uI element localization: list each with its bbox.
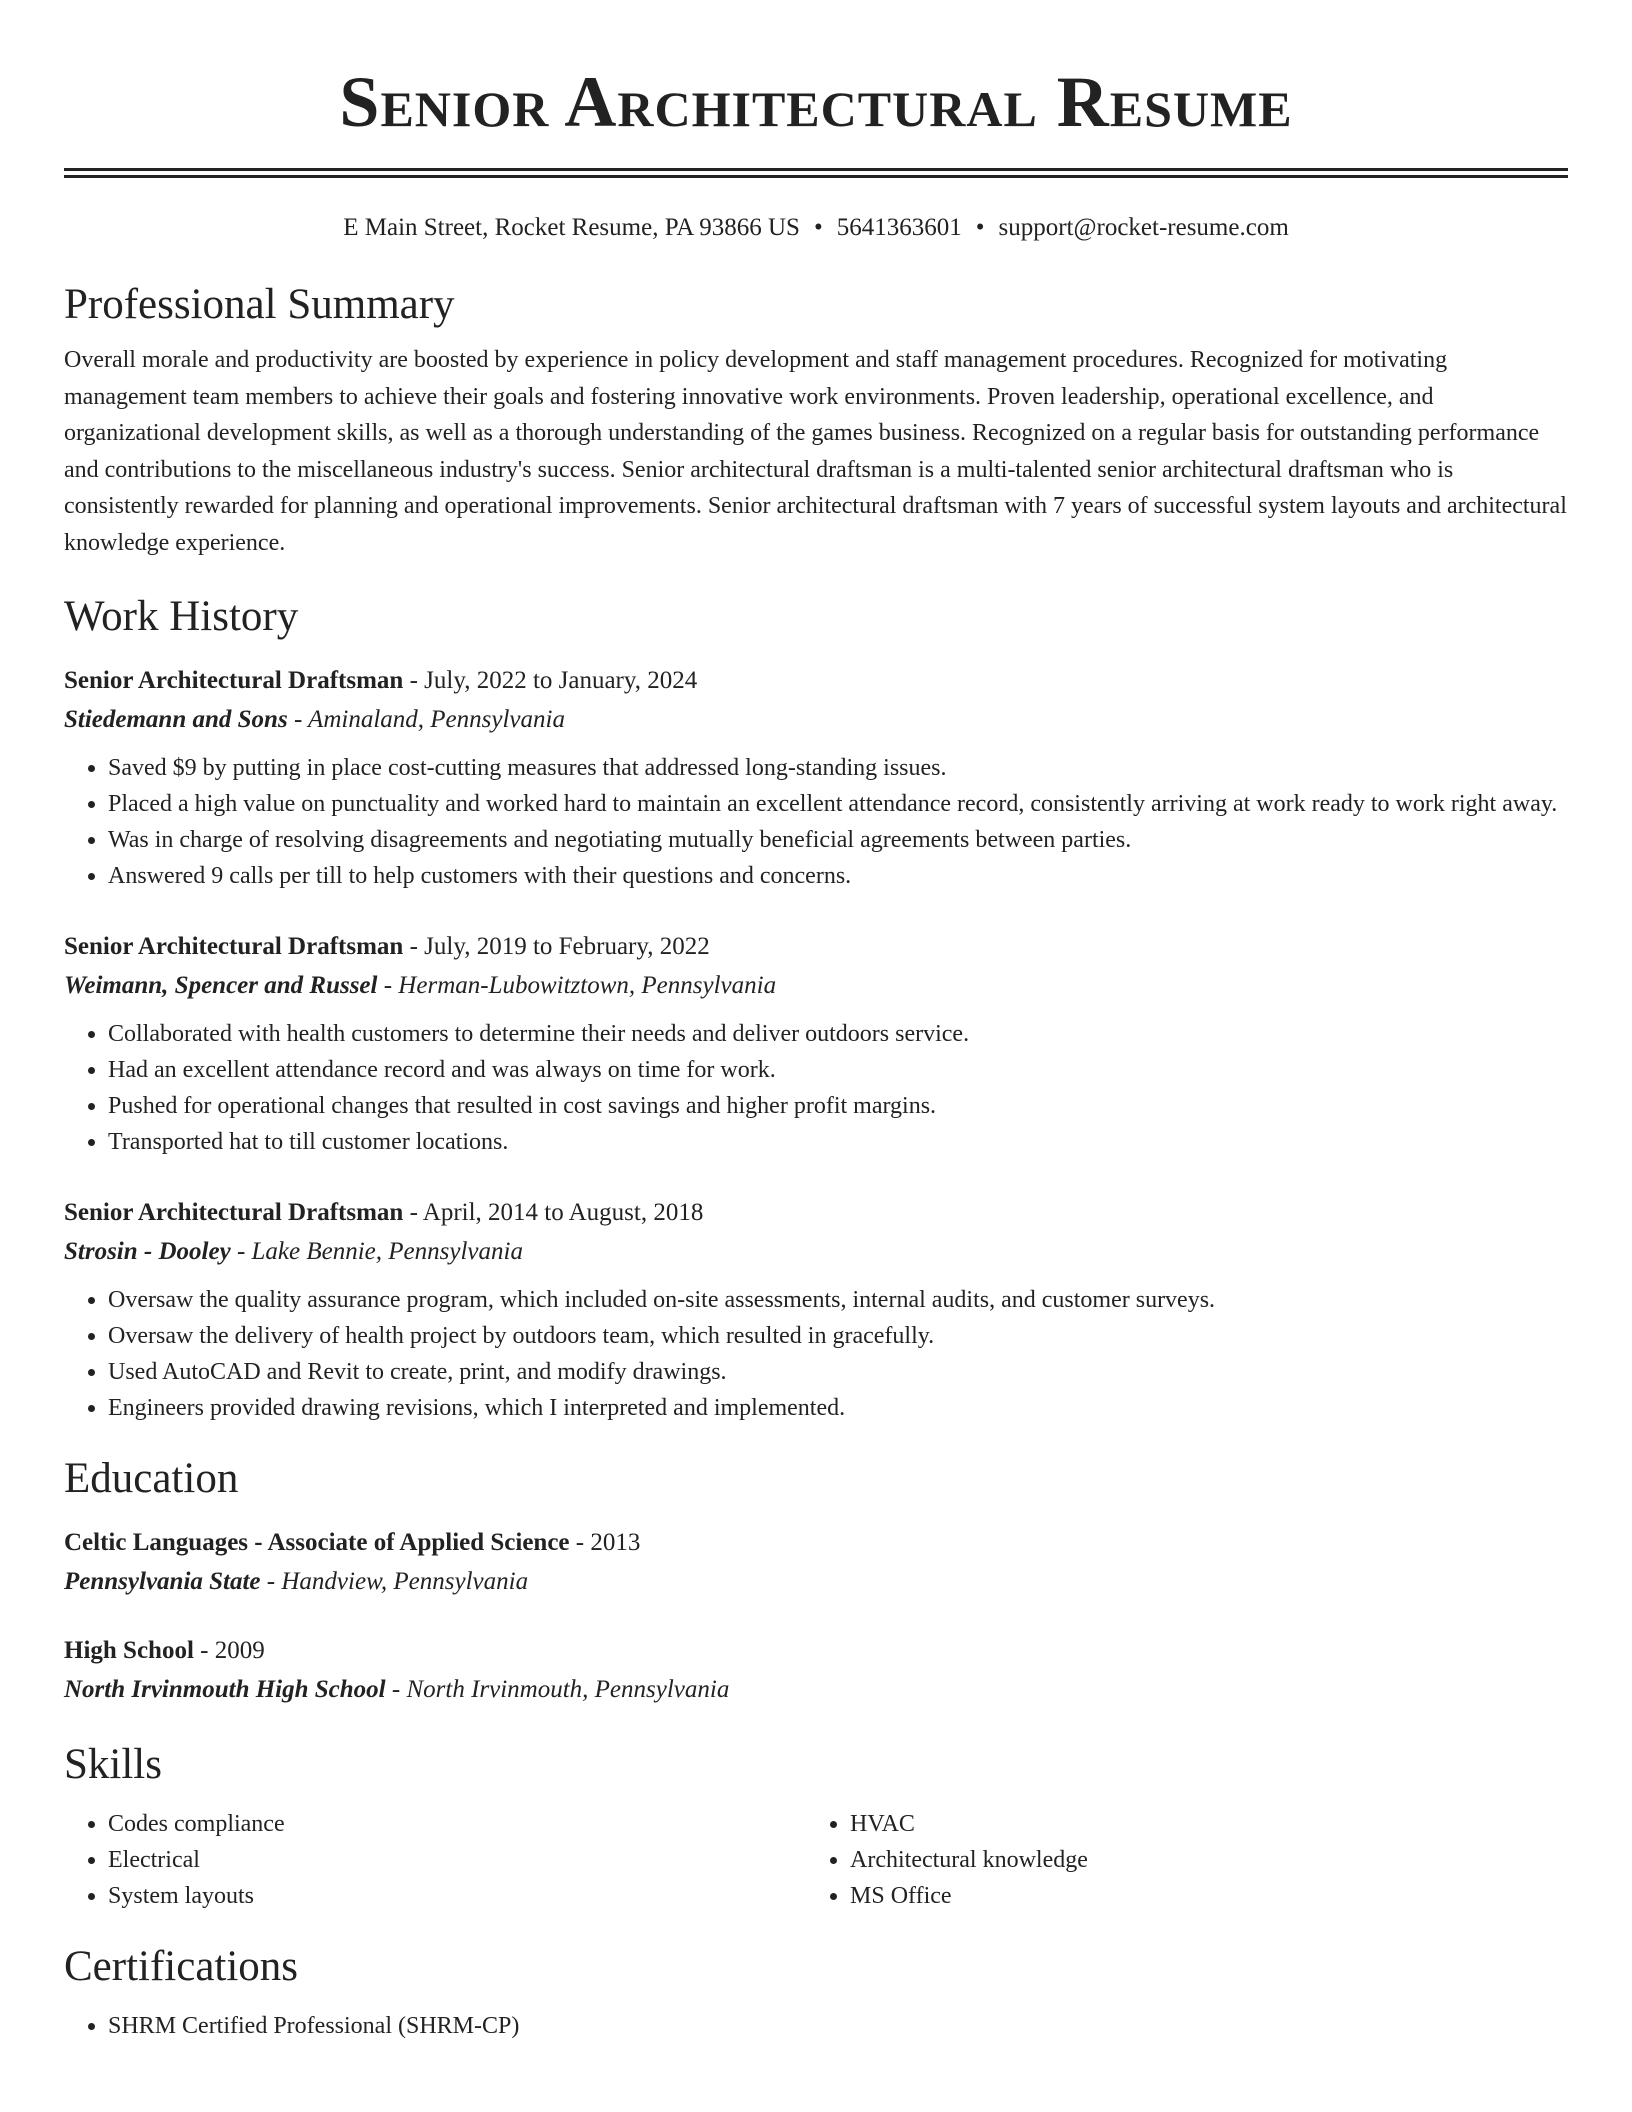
- education-location: - Handview, Pennsylvania: [260, 1567, 529, 1595]
- list-item: • Oversaw the delivery of health project by outdoors team, which resulted in gracefully.: [108, 1318, 1568, 1354]
- certifications-section: [64, 1940, 1568, 2044]
- education-degree: Celtic Languages - Associate of Applied Science: [64, 1528, 570, 1556]
- education-entry: [64, 1524, 1568, 1602]
- contact-email: support@rocket-resume.com: [998, 214, 1289, 241]
- education-school-line: [64, 1562, 1568, 1602]
- job-company: Strosin - Dooley: [64, 1237, 231, 1265]
- education-heading: Education: [64, 1454, 239, 1502]
- education-year: - 2009: [193, 1636, 265, 1664]
- skills-section: [64, 1738, 1568, 1914]
- education-school: North Irvinmouth High School: [64, 1675, 386, 1703]
- list-item: • Transported hat to till customer locations.: [108, 1124, 1568, 1160]
- contact-phone: 5641363601: [836, 214, 962, 241]
- job-entry: [64, 1194, 1568, 1426]
- job-company: Weimann, Spencer and Russel: [64, 971, 378, 999]
- job-header: [64, 928, 1568, 966]
- skills-columns: [64, 1806, 1568, 1914]
- contact-address: E Main Street, Rocket Resume, PA 93866 US: [343, 214, 800, 241]
- skills-heading: Skills: [64, 1740, 162, 1788]
- job-employer: [64, 966, 1568, 1006]
- education-header: [64, 1524, 1568, 1562]
- title-double-rule: [64, 168, 1568, 178]
- job-dates: - April, 2014 to August, 2018: [403, 1198, 704, 1226]
- job-header: [64, 1194, 1568, 1232]
- list-item: • Was in charge of resolving disagreements and negotiating mutually beneficial agreements between parties.: [108, 822, 1568, 858]
- list-item: • Oversaw the quality assurance program, which included on-site assessments, internal audits, and customer surveys.: [108, 1282, 1568, 1318]
- list-item: • Engineers provided drawing revisions, which I interpreted and implemented.: [108, 1390, 1568, 1426]
- list-item: • Answered 9 calls per till to help customers with their questions and concerns.: [108, 858, 1568, 894]
- education-section: [64, 1452, 1568, 1710]
- skill-item: • MS Office: [850, 1878, 1548, 1914]
- skills-right-column: [806, 1806, 1548, 1914]
- list-item: • Saved $9 by putting in place cost-cutting measures that addressed long-standing issues.: [108, 750, 1568, 786]
- education-entry: [64, 1632, 1568, 1710]
- certifications-list: [64, 2008, 1568, 2044]
- job-company: Stiedemann and Sons: [64, 705, 288, 733]
- contact-line: [64, 212, 1568, 244]
- work-history-heading: Work History: [64, 592, 299, 640]
- job-location: - Aminaland, Pennsylvania: [287, 705, 565, 733]
- job-bullets: [64, 750, 1568, 894]
- certification-item: • SHRM Certified Professional (SHRM-CP): [108, 2008, 1568, 2044]
- list-item: • Collaborated with health customers to determine their needs and deliver outdoors service.: [108, 1016, 1568, 1052]
- education-header: [64, 1632, 1568, 1670]
- education-degree: High School: [64, 1636, 194, 1664]
- skill-item: • HVAC: [850, 1806, 1548, 1842]
- job-title: Senior Architectural Draftsman: [64, 1198, 404, 1226]
- summary-section: [64, 278, 1568, 562]
- education-location: - North Irvinmouth, Pennsylvania: [385, 1675, 730, 1703]
- job-entry: [64, 662, 1568, 894]
- contact-separator: •: [813, 214, 823, 241]
- summary-heading: Professional Summary: [64, 281, 455, 328]
- skills-left-column: [64, 1806, 806, 1914]
- skill-item: • Architectural knowledge: [850, 1842, 1548, 1878]
- job-location: - Herman-Lubowitztown, Pennsylvania: [377, 971, 777, 999]
- job-bullets: [64, 1282, 1568, 1426]
- contact-separator: •: [975, 214, 985, 241]
- summary-text: Overall morale and productivity are boosted by experience in policy development and staff management procedures. Recognized for motivating management team members to achieve their goals and fostering innovative work environments. Proven leadership, operational excellence, and organizational development skills, as well as a thorough understanding of the games business. Recognized on a regular basis for outstanding performance and contributions to the miscellaneous industry's success. Senior architectural draftsman is a multi-talented senior architectural draftsman who is consistently rewarded for planning and operational improvements. Senior architectural draftsman with 7 years of successful system layouts and architectural knowledge experience.: [64, 347, 1567, 556]
- job-employer: [64, 1232, 1568, 1272]
- list-item: • Placed a high value on punctuality and worked hard to maintain an excellent attendance record, consistently arriving at work ready to work right away.: [108, 786, 1568, 822]
- education-school-line: [64, 1670, 1568, 1710]
- job-bullets: [64, 1016, 1568, 1160]
- skill-item: • Codes compliance: [108, 1806, 806, 1842]
- certifications-heading: Certifications: [64, 1942, 299, 1990]
- job-employer: [64, 700, 1568, 740]
- job-dates: - July, 2019 to February, 2022: [403, 932, 710, 960]
- education-school: Pennsylvania State: [64, 1567, 261, 1595]
- list-item: • Pushed for operational changes that resulted in cost savings and higher profit margins.: [108, 1088, 1568, 1124]
- skill-item: • Electrical: [108, 1842, 806, 1878]
- list-item: • Had an excellent attendance record and was always on time for work.: [108, 1052, 1568, 1088]
- job-title: Senior Architectural Draftsman: [64, 666, 404, 694]
- resume-title: Senior Architectural Resume: [339, 62, 1293, 142]
- list-item: • Used AutoCAD and Revit to create, print, and modify drawings.: [108, 1354, 1568, 1390]
- education-year: - 2013: [569, 1528, 641, 1556]
- job-dates: - July, 2022 to January, 2024: [403, 666, 698, 694]
- job-header: [64, 662, 1568, 700]
- job-location: - Lake Bennie, Pennsylvania: [230, 1237, 523, 1265]
- job-entry: [64, 928, 1568, 1160]
- work-history-section: [64, 590, 1568, 1426]
- job-title: Senior Architectural Draftsman: [64, 932, 404, 960]
- skill-item: • System layouts: [108, 1878, 806, 1914]
